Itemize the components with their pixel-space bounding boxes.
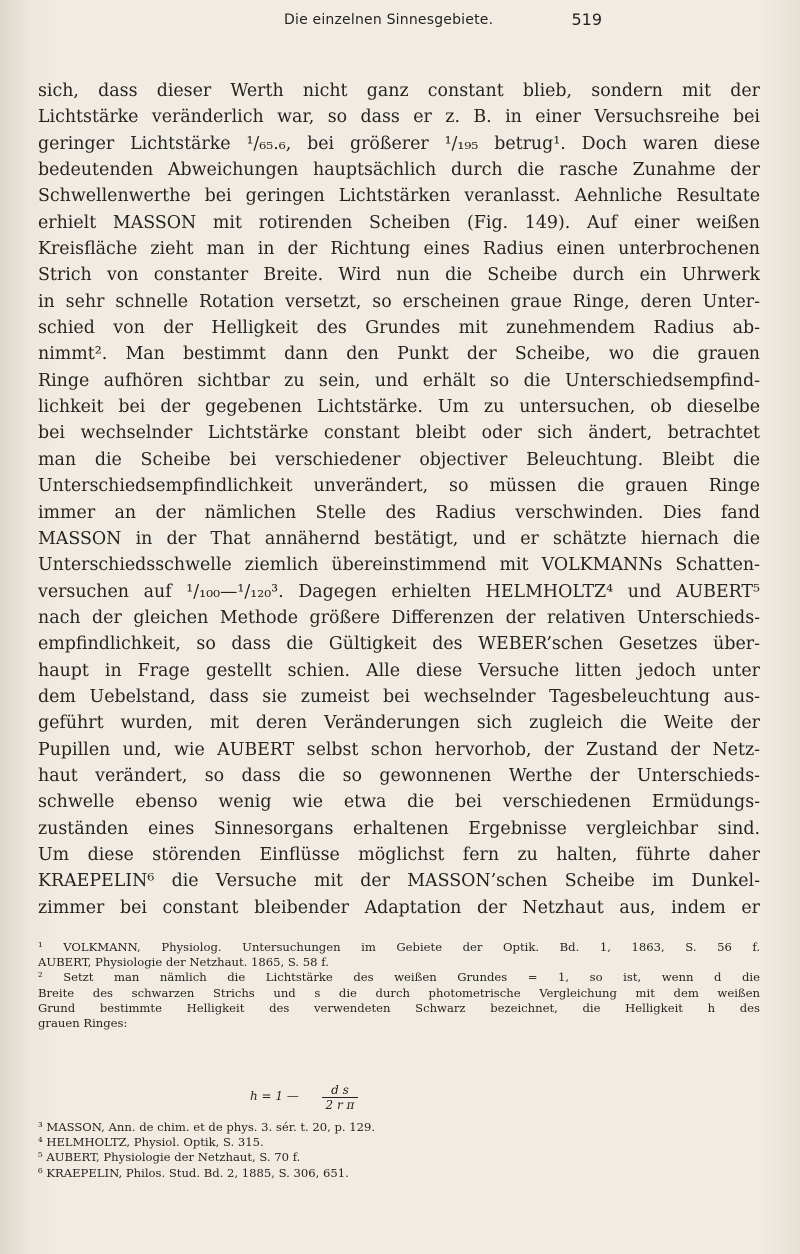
footnote-4: ⁴ HELMHOLTZ, Physiol. Optik, S. 315. <box>38 1135 264 1150</box>
body-text <box>38 78 760 921</box>
text-line: Pupillen und, wie AUBERT selbst schon hervorhob, der Zustand der Netz- <box>38 739 760 760</box>
formula-numerator: d s <box>322 1083 358 1098</box>
text-line: versuchen auf ¹/₁₀₀—¹/₁₂₀³. Dagegen erhielten HELMHOLTZ⁴ und AUBERT⁵ <box>38 581 760 602</box>
formula-lhs: h = 1 — <box>250 1089 299 1103</box>
formula <box>250 1083 450 1121</box>
text-line: Strich von constanter Breite. Wird nun die Scheibe durch ein Uhrwerk <box>38 265 760 286</box>
footnote-2-line: Breite des schwarzen Strichs und s die durch photometrische Vergleichung mit dem weißen <box>38 985 760 1000</box>
formula-denominator: 2 r π <box>325 1098 355 1112</box>
text-line: Ringe aufhören sichtbar zu sein, und erhält so die Unterschiedsempfind- <box>38 370 760 391</box>
footnote-2-line: ² Setzt man nämlich die Lichtstärke des weißen Grundes = 1, so ist, wenn d die <box>38 970 760 985</box>
footnotes <box>38 940 760 1031</box>
footnote-5: ⁵ AUBERT, Physiologie der Netzhaut, S. 70 f. <box>38 1150 301 1165</box>
footnote-1-line: ¹ VOLKMANN, Physiolog. Untersuchungen im Gebiete der Optik. Bd. 1, 1863, S. 56 f. <box>38 940 760 954</box>
text-line: bei wechselnder Lichtstärke constant bleibt oder sich ändert, betrachtet <box>38 423 760 444</box>
text-line: schwelle ebenso wenig wie etwa die bei verschiedenen Ermüdungs- <box>38 792 760 813</box>
text-line: Um diese störenden Einflüsse möglichst fern zu halten, führte daher <box>38 844 760 865</box>
text-line: immer an der nämlichen Stelle des Radius verschwinden. Dies fand <box>38 502 760 523</box>
text-line: nimmt². Man bestimmt dann den Punkt der Scheibe, wo die grauen <box>38 344 760 365</box>
text-line: zimmer bei constant bleibender Adaptation der Netzhaut aus, indem er <box>38 897 760 918</box>
text-line: Schwellenwerthe bei geringen Lichtstärken veranlasst. Aehnliche Resultate <box>38 186 760 207</box>
text-line: haut verändert, so dass die so gewonnenen Werthe der Unterschieds- <box>38 765 760 786</box>
footnote-1-line: AUBERT, Physiologie der Netzhaut. 1865, S. 58 f. <box>38 955 329 970</box>
text-line: geringer Lichtstärke ¹/₆₅.₆, bei größerer ¹/₁₉₅ betrug¹. Doch waren diese <box>38 133 760 154</box>
footnote-3: ³ MASSON, Ann. de chim. et de phys. 3. sér. t. 20, p. 129. <box>38 1120 376 1134</box>
formula-fraction <box>322 1083 358 1112</box>
text-line: Lichtstärke veränderlich war, so dass er z. B. in einer Versuchsreihe bei <box>38 107 760 128</box>
footnote-2-line: Grund bestimmte Helligkeit des verwendeten Schwarz bezeichnet, die Helligkeit h des <box>38 1000 760 1015</box>
text-line: KRAEPELIN⁶ die Versuche mit der MASSON’schen Scheibe im Dunkel- <box>38 871 760 892</box>
text-line: man die Scheibe bei verschiedener objectiver Beleuchtung. Bleibt die <box>38 449 760 470</box>
text-line: bedeutenden Abweichungen hauptsächlich durch die rasche Zunahme der <box>38 160 760 181</box>
text-line: empfindlichkeit, so dass die Gültigkeit des WEBER’schen Gesetzes über- <box>38 634 760 655</box>
running-head <box>0 8 800 36</box>
text-line: lichkeit bei der gegebenen Lichtstärke. Um zu untersuchen, ob dieselbe <box>38 397 760 418</box>
running-head-title: Die einzelnen Sinnesgebiete. <box>284 12 494 28</box>
text-line: schied von der Helligkeit des Grundes mit zunehmendem Radius ab- <box>38 318 760 339</box>
text-line: haupt in Frage gestellt schien. Alle diese Versuche litten jedoch unter <box>38 660 760 681</box>
text-line: Unterschiedsschwelle ziemlich übereinstimmend mit VOLKMANNs Schatten- <box>38 555 760 576</box>
text-line: dem Uebelstand, dass sie zumeist bei wechselnder Tagesbeleuchtung aus- <box>38 686 760 707</box>
footnote-6: ⁶ KRAEPELIN, Philos. Stud. Bd. 2, 1885, S. 306, 651. <box>38 1165 349 1180</box>
text-line: Unterschiedsempfindlichkeit unverändert, so müssen die grauen Ringe <box>38 476 760 497</box>
text-line: in sehr schnelle Rotation versetzt, so erscheinen graue Ringe, deren Unter- <box>38 291 760 312</box>
text-line: MASSON in der That annähernd bestätigt, und er schätzte hiernach die <box>38 528 760 549</box>
footnote-2-line: grauen Ringes: <box>38 1016 128 1031</box>
text-line: zuständen eines Sinnesorgans erhaltenen Ergebnisse vergleichbar sind. <box>38 818 760 839</box>
text-line: Kreisfläche zieht man in der Richtung eines Radius einen unterbrochenen <box>38 239 760 260</box>
page-number: 519 <box>571 10 602 29</box>
footnotes-references <box>38 1120 760 1181</box>
text-line: sich, dass dieser Werth nicht ganz constant blieb, sondern mit der <box>38 81 760 101</box>
text-line: geführt wurden, mit deren Veränderungen sich zugleich die Weite der <box>38 713 760 734</box>
text-line: erhielt MASSON mit rotirenden Scheiben (Fig. 149). Auf einer weißen <box>38 212 760 233</box>
text-line: nach der gleichen Methode größere Differenzen der relativen Unterschieds- <box>38 607 760 628</box>
